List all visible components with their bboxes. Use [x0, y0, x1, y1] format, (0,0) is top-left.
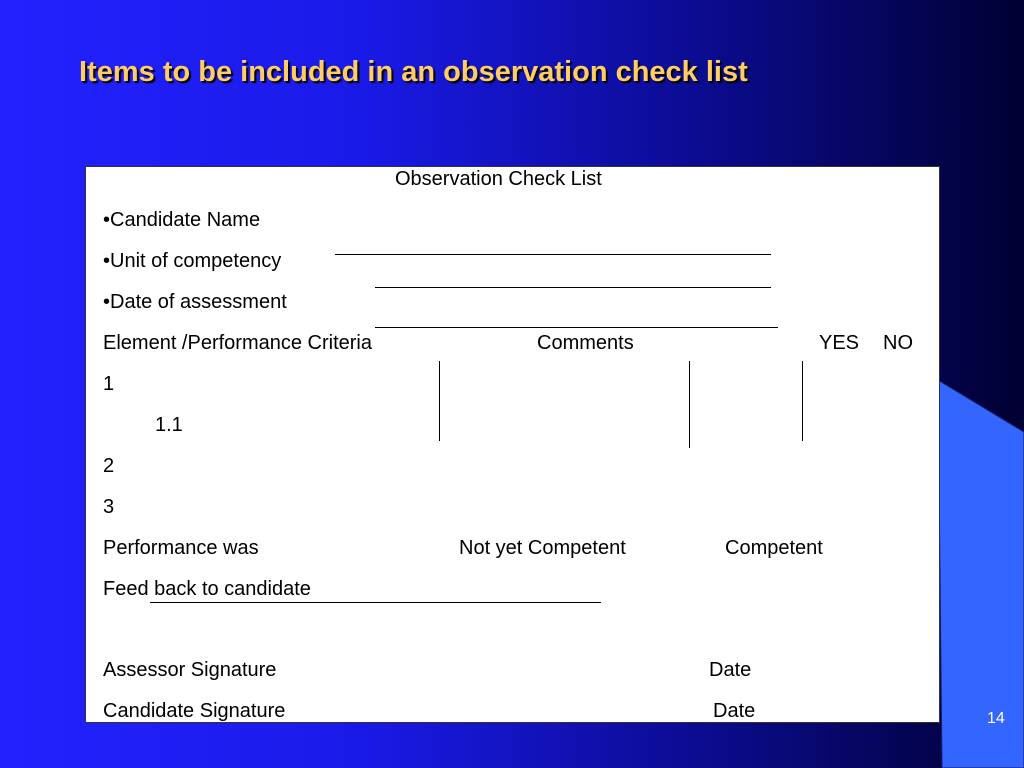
- field-date-of-assessment: •Date of assessment: [103, 291, 287, 313]
- performance-label: Performance was: [103, 537, 259, 559]
- column-divider-comments: [689, 361, 690, 448]
- checklist-heading: Observation Check List: [395, 168, 602, 190]
- corner-decoration: [938, 380, 1024, 768]
- column-header-criteria: Element /Performance Criteria: [103, 332, 372, 354]
- feedback-line: [150, 602, 601, 603]
- column-header-no: NO: [883, 332, 913, 354]
- row-element-1: 1: [103, 373, 115, 395]
- date-of-assessment-line: [375, 287, 771, 288]
- field-candidate-name: •Candidate Name: [103, 209, 261, 231]
- row-criteria-1-1: 1.1: [155, 414, 183, 436]
- unit-of-competency-line: [335, 254, 771, 255]
- column-divider-yes: [802, 361, 803, 441]
- performance-option-not-yet-competent: Not yet Competent: [459, 537, 626, 559]
- field-unit-of-competency: •Unit of competency: [103, 250, 282, 272]
- feedback-label: Feed back to candidate: [103, 578, 311, 600]
- table-header-line: [375, 327, 778, 328]
- page-number: 14: [987, 710, 1005, 727]
- column-header-comments: Comments: [537, 332, 634, 354]
- row-element-2: 2: [103, 455, 115, 477]
- row-element-3: 3: [103, 496, 115, 518]
- performance-option-competent: Competent: [725, 537, 823, 559]
- slide-title: Items to be included in an observation check list: [79, 56, 748, 88]
- candidate-date-label: Date: [713, 700, 756, 722]
- observation-checklist-card: [85, 166, 940, 723]
- assessor-signature-label: Assessor Signature: [103, 659, 277, 681]
- candidate-signature-label: Candidate Signature: [103, 700, 286, 722]
- column-header-yes: YES: [819, 332, 860, 354]
- column-divider-criteria: [439, 361, 440, 441]
- assessor-date-label: Date: [709, 659, 752, 681]
